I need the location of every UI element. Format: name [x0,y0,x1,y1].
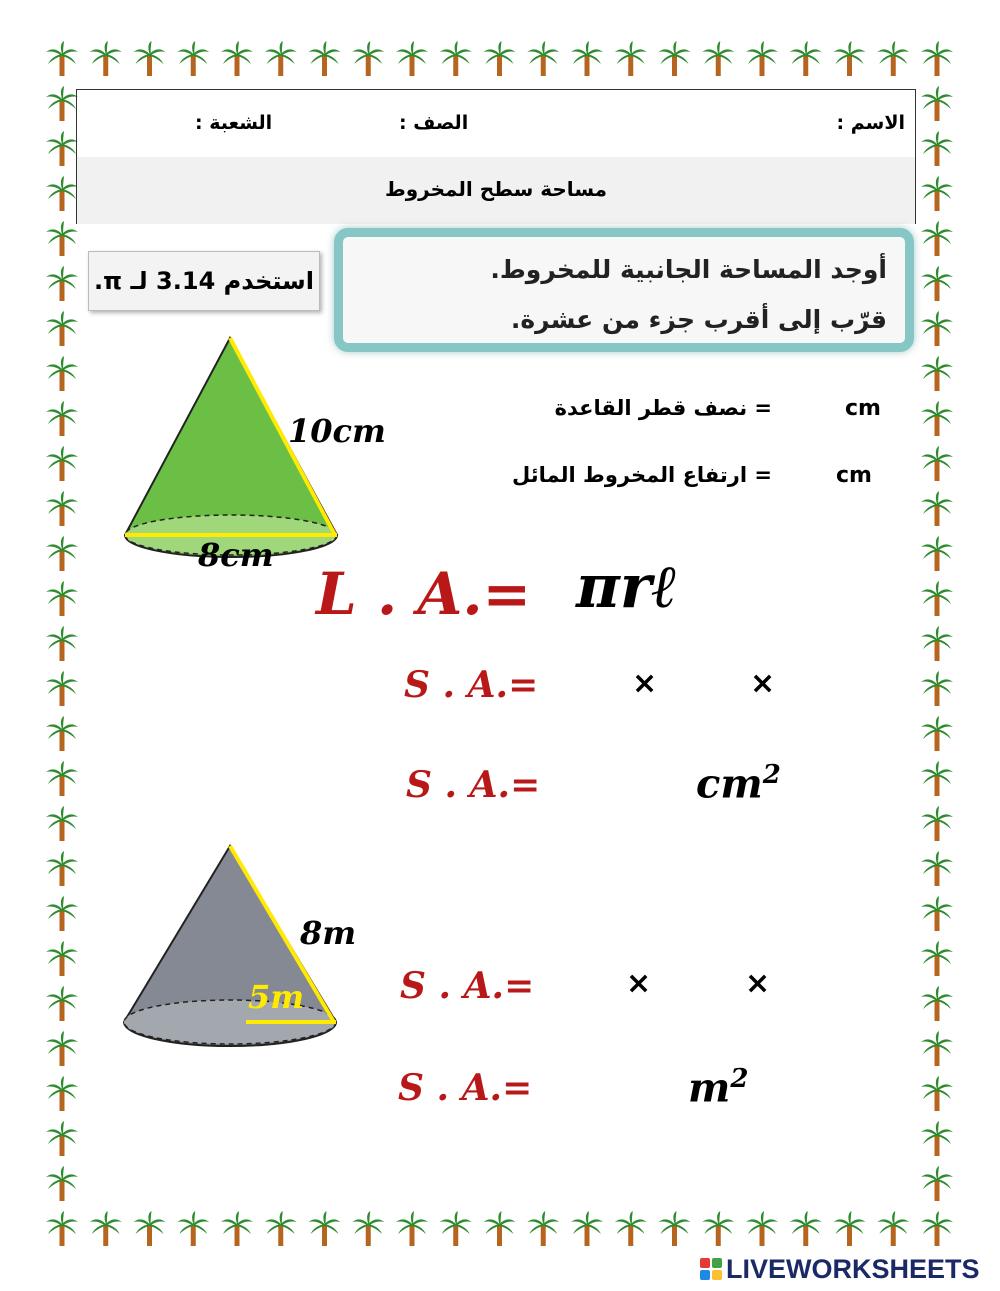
liveworksheets-logo-text: LIVEWORKSHEETS [726,1253,980,1284]
header-title-row [77,157,915,224]
given-radius-label: = نصف قطر القاعدة [554,396,772,420]
problem-2-sa-label-1: S . A.= [400,965,535,1007]
cone-1-slant-label: 10cm [288,412,386,450]
formula-rhs: πrℓ [576,552,678,622]
header-box [76,89,916,224]
instructions-box [334,228,914,352]
problem-1-unit: $cm^2$ [696,760,781,808]
cone-2-slant-label: 8m [300,914,357,952]
liveworksheets-logo[interactable] [700,1254,980,1284]
pi-note: استخدم 3.14 لـ π. [94,267,314,295]
pi-note-box [88,251,320,311]
problem-1-sa-label-2: S . A.= [406,764,541,806]
problem-1-times-2: × [750,666,776,701]
given-slant-unit: cm [836,463,872,488]
given-radius-unit: cm [845,396,881,421]
problem-2-times-1: × [626,966,652,1001]
header-info-row [77,90,915,158]
cone-1-base-label: 8cm [198,536,274,574]
section-label: الشعبة : [195,112,273,134]
problem-2-sa-label-2: S . A.= [398,1067,533,1109]
problem-1-times-1: × [632,666,658,701]
problem-1-sa-label-1: S . A.= [404,664,539,706]
given-slant-label: = ارتفاع المخروط المائل [512,463,772,487]
problem-1-unit-exponent: 2 [762,760,781,790]
liveworksheets-logo-icon [700,1258,722,1280]
problem-2-unit-exponent: 2 [730,1064,749,1094]
problem-2-unit: $m^2$ [688,1064,749,1112]
class-label: الصف : [399,112,469,134]
instruction-line-1: أوجد المساحة الجانبية للمخروط. [490,255,887,284]
instruction-line-2: قرّب إلى أقرب جزء من عشرة. [510,305,887,334]
problem-2-times-2: × [745,966,771,1001]
name-label: الاسم : [836,112,905,134]
page-title: مساحة سطح المخروط [384,177,608,201]
formula-lhs: L . A.= [316,560,532,628]
cone-2-radius-label: 5m [248,978,305,1016]
